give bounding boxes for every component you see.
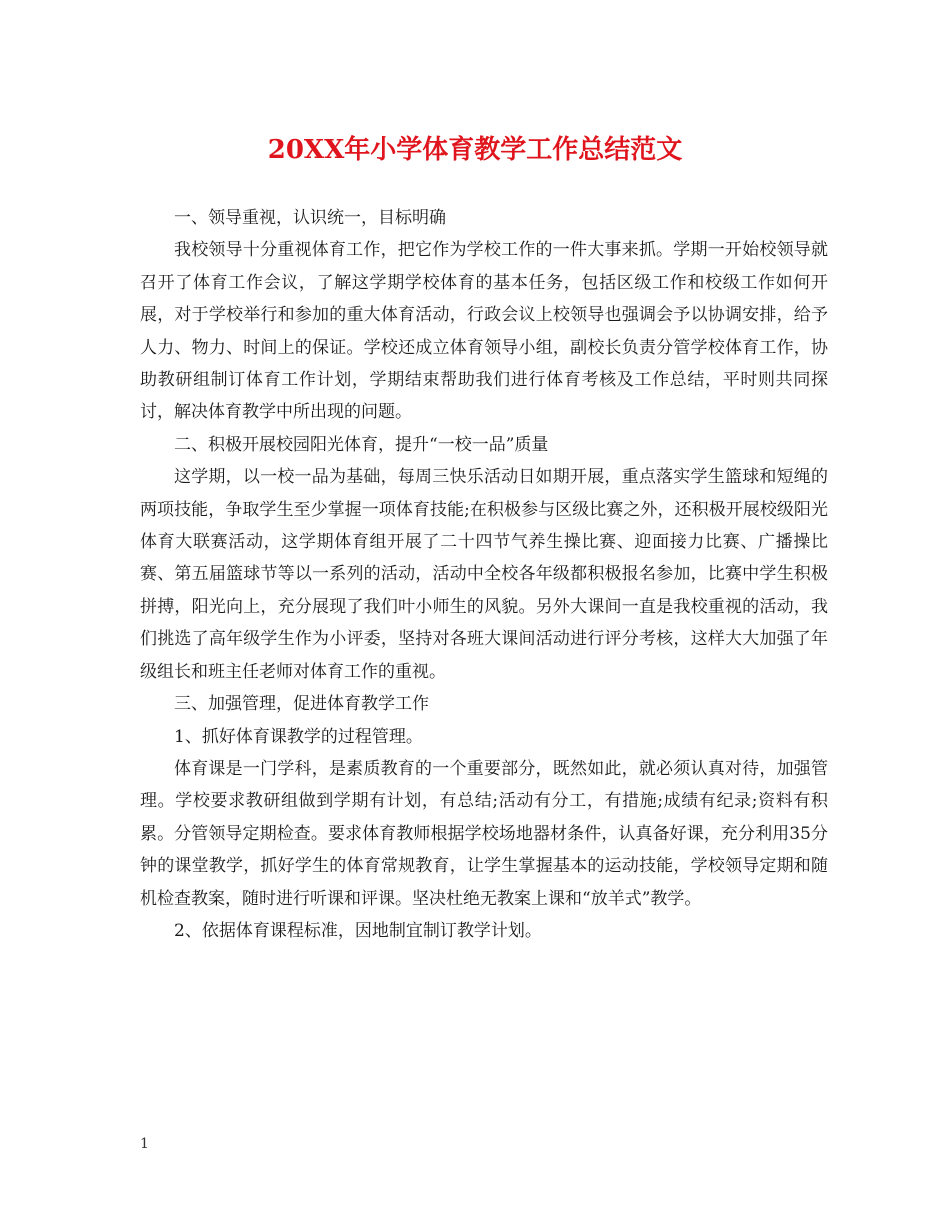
section-heading-1: 一、领导重视，认识统一，目标明确 (174, 208, 446, 228)
paragraph-2: 这学期，以一校一品为基础，每周三快乐活动日如期开展，重点落实学生篮球和短绳的两项技能，争取学生至少掌握一项体育技能;在积极参与区级比赛之外，还积极开展校级阳光体育大联赛活动，这学期体育组开展了二十四节气养生操比赛、迎面接力比赛、广播操比赛、第五届篮球节等以一系列的活动，活动中全校各年级都积极报名参加，比赛中学生积极拼搏，阳光向上，充分展现了我们叶小师生的风貌。另外大课间一直是我校重视的活动，我们挑选了高年级学生作为小评委，坚持对各班大课间活动进行评分考核，这样大大加强了年级组长和班主任老师对体育工作的重视。 (140, 467, 828, 682)
subheading-1: 1、抓好体育课教学的过程管理。 (174, 726, 423, 747)
section-heading-3: 三、加强管理，促进体育教学工作 (174, 694, 429, 715)
page-number: 1 (140, 1136, 149, 1152)
paragraph-1: 我校领导十分重视体育工作，把它作为学校工作的一件大事来抓。学期一开始校领导就召开了体育工作会议，了解这学期学校体育的基本任务，包括区级工作和校级工作如何开展，对于学校举行和参加的重大体育活动，行政会议上校领导也强调会予以协调安排，给予人力、物力、时间上的保证。学校还成立体育领导小组，副校长负责分管学校体育工作，协助教研组制订体育工作计划，学期结束帮助我们进行体育考核及工作总结，平时则共同探讨，解决体育教学中所出现的问题。 (140, 240, 828, 423)
paragraph-3: 体育课是一门学科，是素质教育的一个重要部分，既然如此，就必须认真对待，加强管理。学校要求教研组做到学期有计划，有总结;活动有分工，有措施;成绩有纪录;资料有积累。分管领导定期检查。要求体育教师根据学校场地器材条件，认真备好课，充分利用35分钟的课堂教学，抓好学生的体育常规教育，让学生掌握基本的运动技能，学校领导定期和随机检查教案，随时进行听课和评课。坚决杜绝无教案上课和“放羊式”教学。 (140, 758, 828, 909)
document-title: 20XX年小学体育教学工作总结范文 (267, 135, 683, 165)
document-body (140, 202, 828, 947)
subheading-2: 2、依据体育课程标准，因地制宜制订教学计划。 (174, 920, 542, 941)
section-heading-2: 二、积极开展校园阳光体育，提升“一校一品”质量 (174, 434, 549, 455)
